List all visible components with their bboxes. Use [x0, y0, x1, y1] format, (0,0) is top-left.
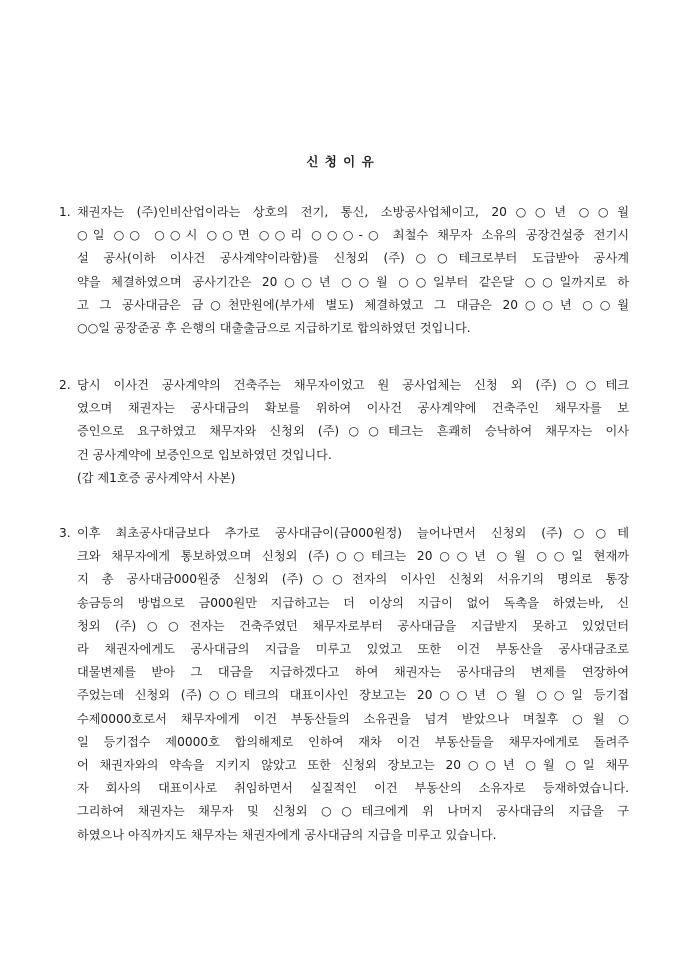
item-line: 어 채권자와의 약속을 지키지 않았고 또한 신청외 장보고는 20○○년 ○월 ○일 채무: [77, 758, 629, 773]
item-line: 대물변제를 받아 그 대금을 지급하겠다고 하여 채권자는 공사대금의 변제를 연장하여: [77, 665, 629, 680]
item-line: 지 총 공사대금000원중 신청외 (주)○○전자의 이사인 신청외 서유기의 명의로 통장: [77, 572, 629, 587]
item-line: 건 공사계약에 보증인으로 입보하였던 것입니다.: [77, 447, 332, 462]
item-line: 그리하여 채권자는 채무자 및 신청외 ○○테크에게 위 나머지 공사대금의 지급을 구: [77, 804, 629, 819]
item-number: 3.: [59, 526, 71, 540]
item-line: 약을 체결하였으며 공사기간은 20○○년 ○○월 ○○일부터 같은달 ○○일까지로 하: [77, 274, 629, 289]
item-line: 라 채권자에게도 공사대금의 지급을 미루고 있었고 또한 이건 부동산을 공사대금조로: [77, 642, 629, 657]
reason-item-3: [59, 522, 629, 847]
reason-item-1: [59, 201, 629, 340]
item-line: 크와 채무자에게 통보하였으며 신청외 (주)○○테크는 20○○년 ○월 ○○일 현재까: [77, 549, 629, 564]
item-line: 자 회사의 대표이사로 취임하면서 실질적인 이건 부동산의 소유자로 등재하였습니다.: [77, 781, 629, 796]
evidence-note: (갑 제1호증 공사계약서 사본): [77, 470, 236, 485]
item-line: 고 그 공사대금은 금○천만원에(부가세 별도) 체결하였고 그 대금은 20○○년 ○○월: [77, 297, 629, 312]
item-line: ○○일 공장준공 후 은행의 대출출금으로 지급하기로 합의하였던 것입니다.: [77, 321, 471, 336]
item-line: 설 공사(이하 이사건 공사계약이라함)를 신청외 (주)○○테크로부터 도급받아 공사계: [77, 251, 629, 266]
item-body: [77, 522, 629, 847]
item-line: 였으며 채권자는 공사대금의 확보를 위하여 이사건 공사계약에 건축주인 채무자를 보: [77, 401, 629, 416]
item-line: ○일 ○○ ○○시 ○○면 ○○리 ○○○-○ 최철수 채무자 소유의 공장건설중 전기시: [77, 228, 629, 243]
item-line: 증인으로 요구하였고 채무자와 신청외 (주)○○테크는 흔쾌히 승낙하여 채무자는 이사: [77, 424, 629, 439]
item-number: 2.: [59, 378, 71, 392]
item-line: 송금등의 방법으로 금000원만 지급하고는 더 이상의 지급이 없어 독촉을 하였는바, 신: [77, 595, 629, 610]
item-line: 주었는데 신청외 (주)○○테크의 대표이사인 장보고는 20○○년 ○월 ○○일 등기접: [77, 688, 629, 703]
item-line: 하였으나 아직까지도 채무자는 채권자에게 공사대금의 지급을 미루고 있습니다.: [77, 827, 497, 842]
item-line: 채권자는 (주)인비산업이라는 상호의 전기, 통신, 소방공사업체이고, 20○○년 ○○월: [77, 205, 629, 219]
item-number: 1.: [59, 205, 71, 219]
item-body: [77, 201, 629, 340]
reason-item-2: [59, 374, 629, 490]
item-line: 이후 최초공사대금보다 추가로 공사대금이(금000원정) 늘어나면서 신청외 (주)○○테: [77, 526, 629, 540]
item-body: [77, 374, 629, 490]
item-line: 당시 이사건 공사계약의 건축주는 채무자이었고 원 공사업체는 신청 외 (주)○○테크: [77, 378, 629, 392]
item-line: 일 등기접수 제0000호 합의해제로 인하여 재차 이건 부동산들을 채무자에게로 돌려주: [77, 734, 629, 749]
document-title: 신 청 이 유: [306, 154, 374, 169]
item-line: 청외 (주)○○전자는 건축주였던 채무자로부터 공사대금을 지급받지 못하고 있었던터: [77, 618, 629, 633]
item-line: 수제0000호로서 채무자에게 이건 부동산들의 소유권을 넘겨 받았으나 며칠후 ○월 ○: [77, 711, 629, 726]
